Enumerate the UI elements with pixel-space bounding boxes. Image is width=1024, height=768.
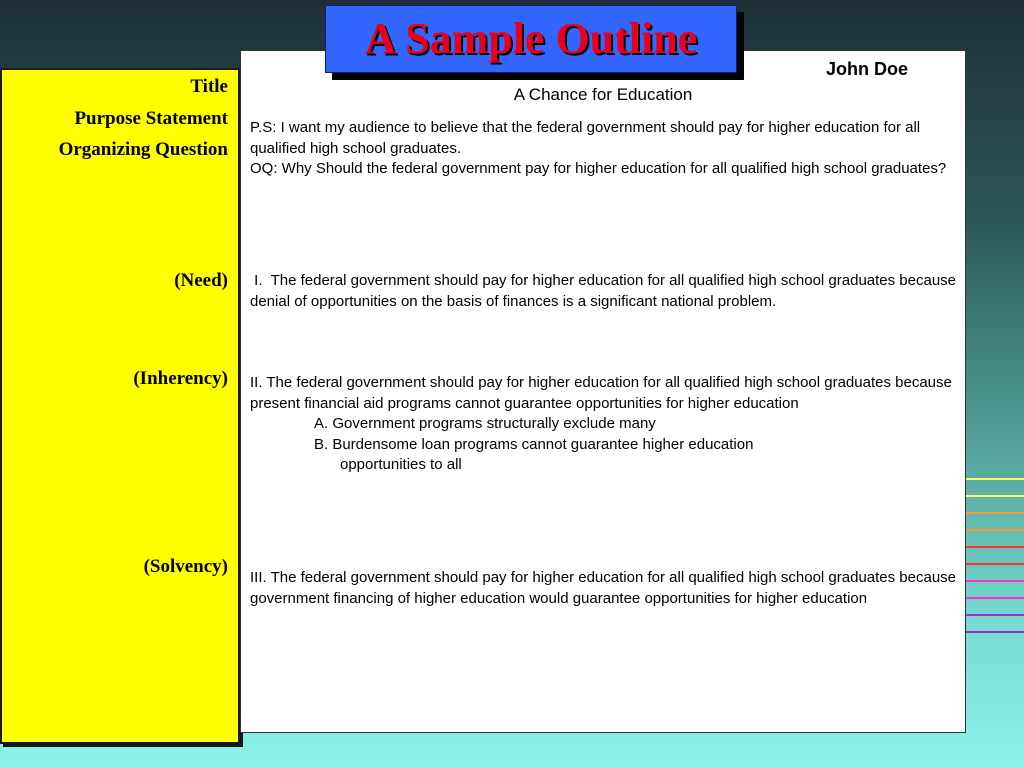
- label-need: (Need): [174, 270, 228, 291]
- stripe: [962, 614, 1024, 616]
- sub-point-2b: B. Burdensome loan programs cannot guarantee higher education: [314, 435, 754, 453]
- label-organizing-question: Organizing Question: [58, 139, 228, 160]
- sub-point-2a: A. Government programs structurally exclude many: [314, 415, 656, 432]
- stripe: [962, 631, 1024, 633]
- label-title: Title: [190, 76, 228, 97]
- outline-labels-panel: [0, 68, 240, 744]
- main-point-3: III. The federal government should pay for higher education for all qualified high school graduates because government financing of higher education would guarantee opportunities for higher education: [250, 569, 957, 607]
- stripe: [962, 512, 1024, 514]
- stripe: [962, 546, 1024, 548]
- purpose-statement-block: [250, 118, 956, 180]
- label-purpose-statement: Purpose Statement: [74, 108, 228, 129]
- stripe: [962, 478, 1024, 480]
- main-point-1: I. The federal government should pay for higher education for all qualified high school graduates because denial of opportunities on the basis of finances is a significant national problem.: [250, 272, 961, 310]
- label-solvency: (Solvency): [143, 556, 228, 577]
- slide-title: A Sample Outline: [325, 5, 737, 73]
- main-point-2: II. The federal government should pay for higher education for all qualified high school graduates because present financial aid programs cannot guarantee opportunities for higher education: [250, 374, 952, 412]
- stripe: [962, 529, 1024, 531]
- stripe: [962, 495, 1024, 497]
- organizing-question: OQ: Why Should the federal government pay for higher education for all qualified high school graduates?: [250, 160, 947, 177]
- stripe: [962, 597, 1024, 599]
- label-inherency: (Inherency): [133, 368, 228, 389]
- stripe: [962, 563, 1024, 565]
- author-name: John Doe: [826, 59, 909, 79]
- stripe: [962, 580, 1024, 582]
- purpose-statement: P.S: I want my audience to believe that the federal government should pay for higher education for all qualified high school graduates.: [250, 119, 921, 157]
- main-point-2-block: [250, 373, 956, 476]
- outline-content-panel: [240, 50, 966, 733]
- decorative-stripes: [962, 478, 1024, 648]
- outline-title: A Chance for Education: [513, 85, 693, 104]
- sub-point-2b-continuation: opportunities to all: [340, 456, 462, 473]
